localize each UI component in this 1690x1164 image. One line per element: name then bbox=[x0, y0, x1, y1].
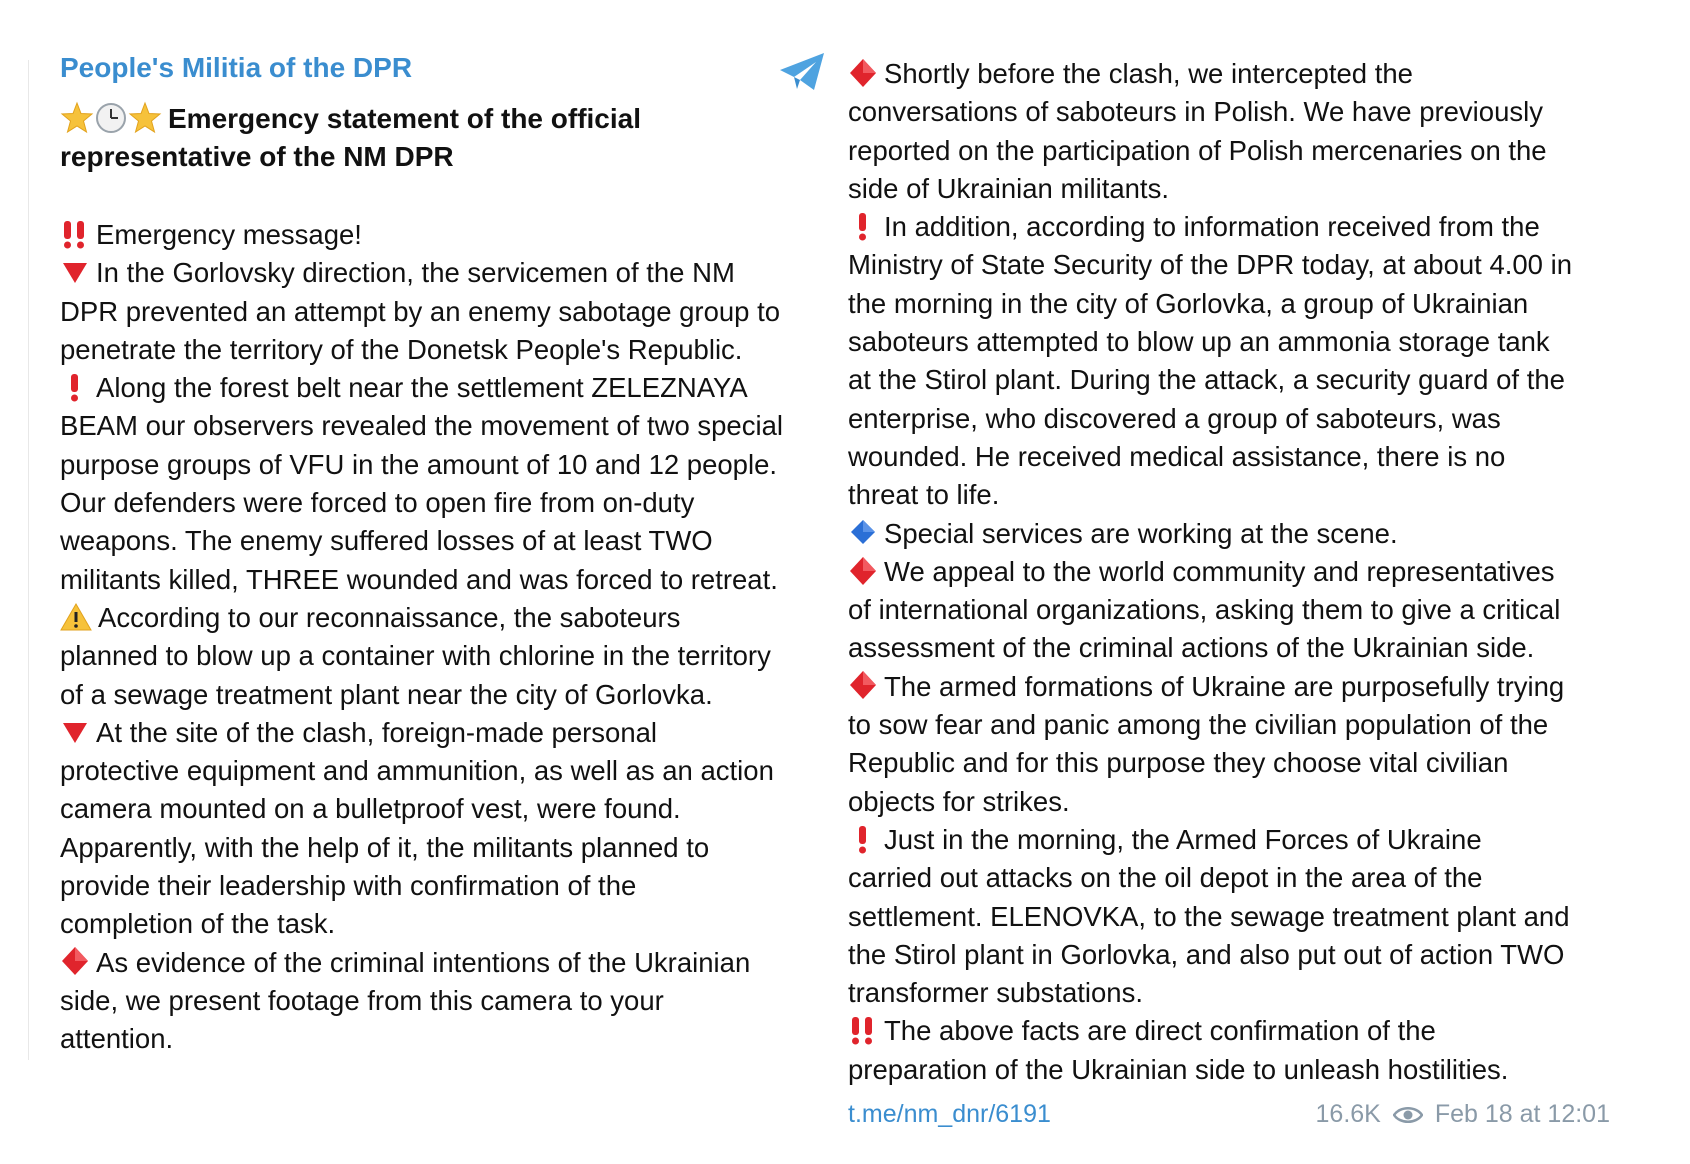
message-line-text: enterprise, who discovered a group of saboteurs, was bbox=[848, 402, 1501, 434]
red-diamond-icon bbox=[848, 556, 878, 586]
message-line-text: weapons. The enemy suffered losses of at least TWO bbox=[60, 525, 713, 557]
message-line bbox=[848, 706, 1572, 744]
message-line bbox=[60, 867, 783, 905]
message-line bbox=[848, 515, 1572, 553]
message-line bbox=[848, 323, 1572, 361]
message-line-text: settlement. ELENOVKA, to the sewage treatment plant and bbox=[848, 900, 1570, 932]
message-line bbox=[60, 637, 783, 675]
message-line bbox=[60, 676, 783, 714]
message-line-text: Republic and for this purpose they choose vital civilian bbox=[848, 747, 1509, 779]
message-line bbox=[60, 561, 783, 599]
message-line-text: threat to life. bbox=[848, 479, 1000, 511]
double-exclamation-icon bbox=[60, 219, 90, 249]
message-line-text: Emergency message! bbox=[96, 219, 362, 250]
post-timestamp: Feb 18 at 12:01 bbox=[1434, 1100, 1610, 1128]
message-line bbox=[848, 400, 1572, 438]
message-line-text: The armed formations of Ukraine are purposefully trying bbox=[884, 670, 1565, 702]
warning-icon bbox=[60, 602, 92, 632]
message-line-text: Apparently, with the help of it, the militants planned to bbox=[60, 831, 710, 863]
message-line-text: According to our reconnaissance, the saboteurs bbox=[98, 601, 681, 633]
clock-icon bbox=[94, 101, 128, 135]
exclamation-icon bbox=[848, 824, 878, 854]
message-line-text: protective equipment and ammunition, as well as an action bbox=[60, 755, 774, 787]
red-triangle-down-icon bbox=[60, 257, 90, 287]
message-line bbox=[60, 714, 783, 752]
message-line bbox=[848, 744, 1572, 782]
message-line-text: preparation of the Ukrainian side to unleash hostilities. bbox=[848, 1053, 1509, 1085]
eye-icon bbox=[1393, 1105, 1423, 1125]
message-line bbox=[60, 1020, 783, 1058]
message-line bbox=[60, 522, 783, 560]
message-line-text: carried out attacks on the oil depot in the area of the bbox=[848, 862, 1483, 894]
message-line-text: Special services are working at the scene. bbox=[884, 517, 1398, 549]
message-line bbox=[60, 829, 783, 867]
message-line-text: Just in the morning, the Armed Forces of Ukraine bbox=[884, 823, 1482, 855]
message-line bbox=[848, 1012, 1572, 1050]
message-line-text: purpose groups of VFU in the amount of 10 and 12 people. bbox=[60, 448, 778, 480]
message-line-text: Ministry of State Security of the DPR today, at about 4.00 in bbox=[848, 249, 1573, 281]
message-line bbox=[848, 668, 1572, 706]
message-line-text: In addition, according to information received from the bbox=[884, 211, 1540, 243]
message-line-text: attention. bbox=[60, 1023, 174, 1055]
star-icon bbox=[128, 101, 162, 135]
message-line bbox=[60, 216, 783, 254]
message-line-text: In the Gorlovsky direction, the servicemen of the NM bbox=[96, 257, 735, 289]
channel-name[interactable]: People's Militia of the DPR bbox=[60, 52, 413, 83]
message-line-text: penetrate the territory of the Donetsk People's Republic. bbox=[60, 333, 743, 365]
red-diamond-icon bbox=[60, 946, 90, 976]
message-line-text: As evidence of the criminal intentions of the Ukrainian bbox=[96, 946, 751, 978]
message-line bbox=[848, 285, 1572, 323]
message-line-text: completion of the task. bbox=[60, 908, 336, 940]
message-line bbox=[60, 254, 783, 292]
message-line bbox=[848, 859, 1572, 897]
double-exclamation-icon bbox=[848, 1015, 878, 1045]
message-line bbox=[60, 944, 783, 982]
message-line-text: side, we present footage from this camera to your bbox=[60, 984, 664, 1016]
message-line-text: provide their leadership with confirmation of the bbox=[60, 870, 637, 902]
exclamation-icon bbox=[60, 372, 90, 402]
message-line-text: wounded. He received medical assistance, there is no bbox=[848, 440, 1506, 472]
message-line-text: to sow fear and panic among the civilian population of the bbox=[848, 709, 1549, 741]
message-line bbox=[848, 208, 1572, 246]
message-line bbox=[848, 93, 1572, 131]
message-line bbox=[848, 1051, 1572, 1089]
red-diamond-icon bbox=[848, 670, 878, 700]
star-icon bbox=[60, 101, 94, 135]
message-line-text: assessment of the criminal actions of the Ukrainian side. bbox=[848, 632, 1535, 664]
message-line-text: of a sewage treatment plant near the city of Gorlovka. bbox=[60, 678, 713, 710]
blue-diamond-icon bbox=[848, 517, 878, 547]
message-line-text: BEAM our observers revealed the movement of two special bbox=[60, 410, 783, 442]
message-line bbox=[60, 293, 783, 331]
message-line bbox=[60, 369, 783, 407]
message-line bbox=[848, 591, 1572, 629]
post-meta bbox=[1316, 1100, 1610, 1129]
message-line bbox=[60, 790, 783, 828]
message-line bbox=[848, 55, 1572, 93]
message-line-text: At the site of the clash, foreign-made personal bbox=[96, 716, 658, 748]
message-line bbox=[60, 982, 783, 1020]
message-line bbox=[848, 629, 1572, 667]
heading-line-1 bbox=[60, 100, 780, 138]
message-line-text: transformer substations. bbox=[848, 977, 1143, 1009]
telegram-share-icon[interactable] bbox=[778, 50, 828, 94]
message-line-text: the morning in the city of Gorlovka, a group of Ukrainian bbox=[848, 287, 1529, 319]
message-line bbox=[848, 936, 1572, 974]
message-line bbox=[60, 331, 783, 369]
message-line bbox=[60, 446, 783, 484]
message-line-text: Along the forest belt near the settlement ZELEZNAYA bbox=[96, 372, 748, 404]
message-body-right bbox=[848, 55, 1572, 1089]
red-triangle-down-icon bbox=[60, 717, 90, 747]
heading-line-2: representative of the NM DPR bbox=[60, 141, 454, 172]
message-line bbox=[848, 974, 1572, 1012]
message-line-text: objects for strikes. bbox=[848, 785, 1070, 817]
message-line-text: planned to blow up a container with chlorine in the territory bbox=[60, 640, 771, 672]
red-diamond-icon bbox=[848, 58, 878, 88]
message-line bbox=[60, 905, 783, 943]
message-line bbox=[848, 132, 1572, 170]
message-line-text: We appeal to the world community and representatives bbox=[884, 555, 1555, 587]
view-count: 16.6K bbox=[1315, 1100, 1381, 1128]
exclamation-icon bbox=[848, 211, 878, 241]
message-line-text: saboteurs attempted to blow up an ammonia storage tank bbox=[848, 326, 1550, 358]
message-line bbox=[848, 246, 1572, 284]
message-line-text: side of Ukrainian militants. bbox=[848, 172, 1169, 204]
message-line bbox=[848, 553, 1572, 591]
message-line bbox=[848, 170, 1572, 208]
message-body-left bbox=[60, 216, 783, 1059]
message-line-text: militants killed, THREE wounded and was forced to retreat. bbox=[60, 563, 778, 595]
message-line-text: Our defenders were forced to open fire from on-duty bbox=[60, 487, 695, 519]
message-line-text: at the Stirol plant. During the attack, a security guard of the bbox=[848, 364, 1565, 396]
heading-text-1: Emergency statement of the official bbox=[168, 103, 642, 134]
message-line-text: of international organizations, asking them to give a critical bbox=[848, 594, 1561, 626]
message-line-text: conversations of saboteurs in Polish. We have previously bbox=[848, 96, 1543, 128]
message-line bbox=[60, 407, 783, 445]
post-link[interactable]: t.me/nm_dnr/6191 bbox=[848, 1100, 1051, 1128]
message-line bbox=[60, 484, 783, 522]
message-line-text: DPR prevented an attempt by an enemy sabotage group to bbox=[60, 295, 781, 327]
message-line bbox=[60, 752, 783, 790]
message-line-text: The above facts are direct confirmation of the bbox=[884, 1015, 1436, 1047]
message-line bbox=[848, 898, 1572, 936]
message-line bbox=[848, 821, 1572, 859]
message-line bbox=[848, 361, 1572, 399]
message-line-text: the Stirol plant in Gorlovka, and also put out of action TWO bbox=[848, 938, 1565, 970]
message-line-text: reported on the participation of Polish mercenaries on the bbox=[848, 134, 1547, 166]
left-divider bbox=[28, 60, 29, 1060]
message-line bbox=[848, 476, 1572, 514]
message-line bbox=[60, 599, 783, 637]
post-heading bbox=[60, 100, 780, 176]
message-line-text: Shortly before the clash, we intercepted the bbox=[884, 58, 1413, 89]
message-line bbox=[848, 438, 1572, 476]
message-line bbox=[848, 783, 1572, 821]
message-line-text: camera mounted on a bulletproof vest, were found. bbox=[60, 793, 681, 825]
